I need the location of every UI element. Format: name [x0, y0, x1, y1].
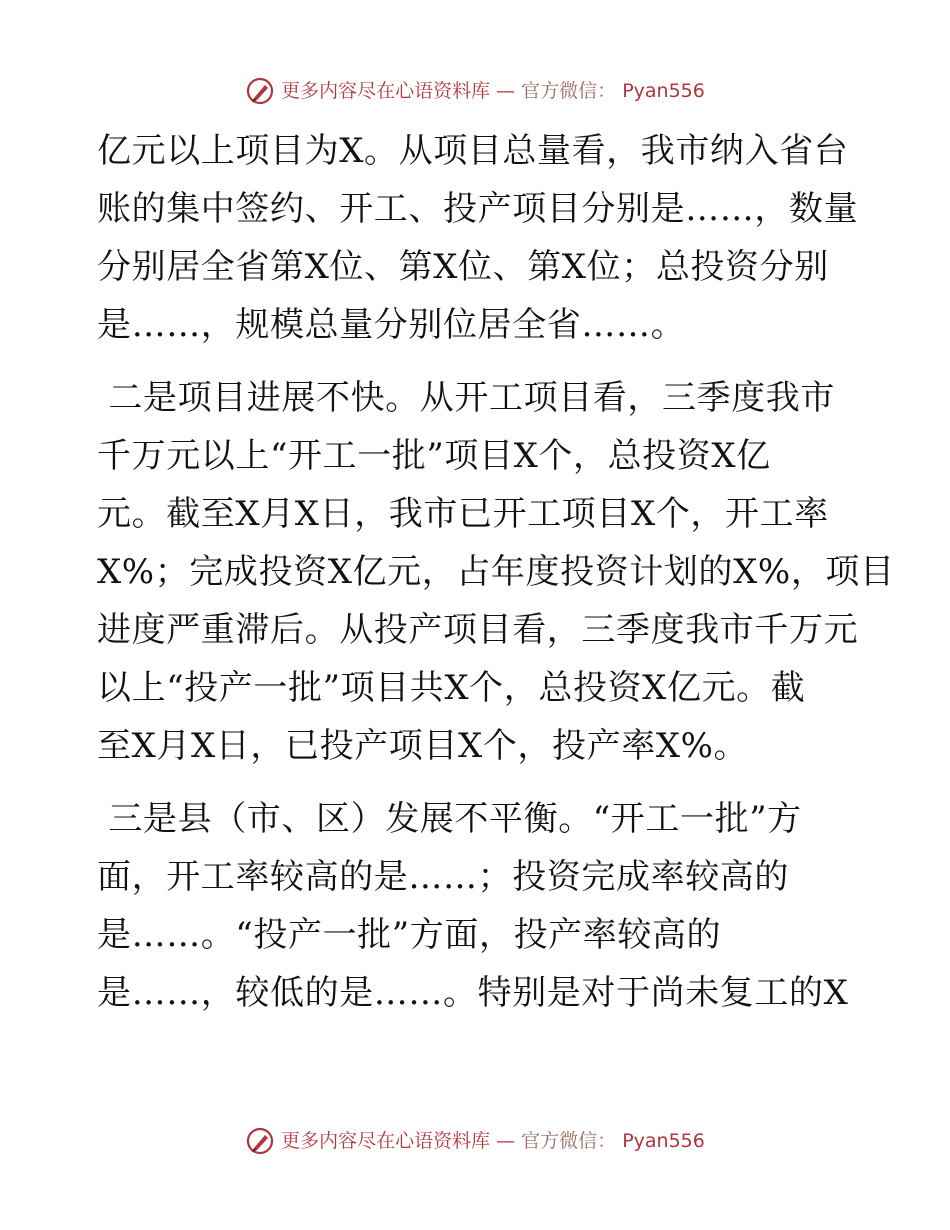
paragraph-1	[97, 122, 857, 354]
text-line: 元。截至X月X日，我市已开工项目X个，开工率	[97, 494, 829, 534]
text-line: 是……，较低的是……。特别是对于尚未复工的X	[97, 973, 849, 1013]
watermark-wechat-id: Pyan556	[622, 1130, 705, 1152]
text-line: 面，开工率较高的是……；投资完成率较高的	[97, 857, 789, 897]
text-line: 以上“投产一批”项目共X个，总投资X亿元。截	[97, 668, 806, 708]
text-line: X%；完成投资X亿元，占年度投资计划的X%，项目	[97, 552, 895, 592]
paragraph-2	[97, 369, 895, 775]
paragraph-3	[97, 790, 857, 1022]
text-line: 至X月X日，已投产项目X个，投产率X%。	[97, 726, 749, 766]
footer-watermark	[0, 1126, 950, 1156]
text-line: 分别居全省第X位、第X位、第X位；总投资分别	[97, 247, 829, 287]
pen-logo-icon	[245, 76, 275, 106]
watermark-separator: —	[496, 1130, 516, 1152]
watermark-wechat-label: 官方微信：	[521, 1130, 617, 1152]
text-line: 是……。“投产一批”方面，投产率较高的	[97, 915, 722, 955]
text-line: 千万元以上“开工一批”项目X个，总投资X亿	[97, 436, 771, 476]
watermark-wechat-id: Pyan556	[622, 80, 705, 102]
watermark-wechat-label: 官方微信：	[521, 80, 617, 102]
text-line: 二是项目进展不快。从开工项目看，三季度我市	[97, 378, 836, 418]
text-line: 账的集中签约、开工、投产项目分别是……，数量	[97, 189, 859, 229]
text-line: 三是县（市、区）发展不平衡。“开工一批”方	[97, 799, 802, 839]
text-line: 亿元以上项目为X。从项目总量看，我市纳入省台	[97, 131, 849, 171]
paragraph-spacer	[97, 354, 857, 369]
text-line: 是……，规模总量分别位居全省……。	[97, 305, 686, 345]
pen-logo-icon	[245, 1126, 275, 1156]
document-body	[97, 122, 895, 1022]
watermark-text: 更多内容尽在心语资料库	[281, 1130, 491, 1152]
header-watermark	[0, 76, 950, 106]
text-line: 进度严重滞后。从投产项目看，三季度我市千万元	[97, 610, 859, 650]
watermark-separator: —	[496, 80, 516, 102]
watermark-text: 更多内容尽在心语资料库	[281, 80, 491, 102]
paragraph-spacer	[97, 775, 857, 790]
